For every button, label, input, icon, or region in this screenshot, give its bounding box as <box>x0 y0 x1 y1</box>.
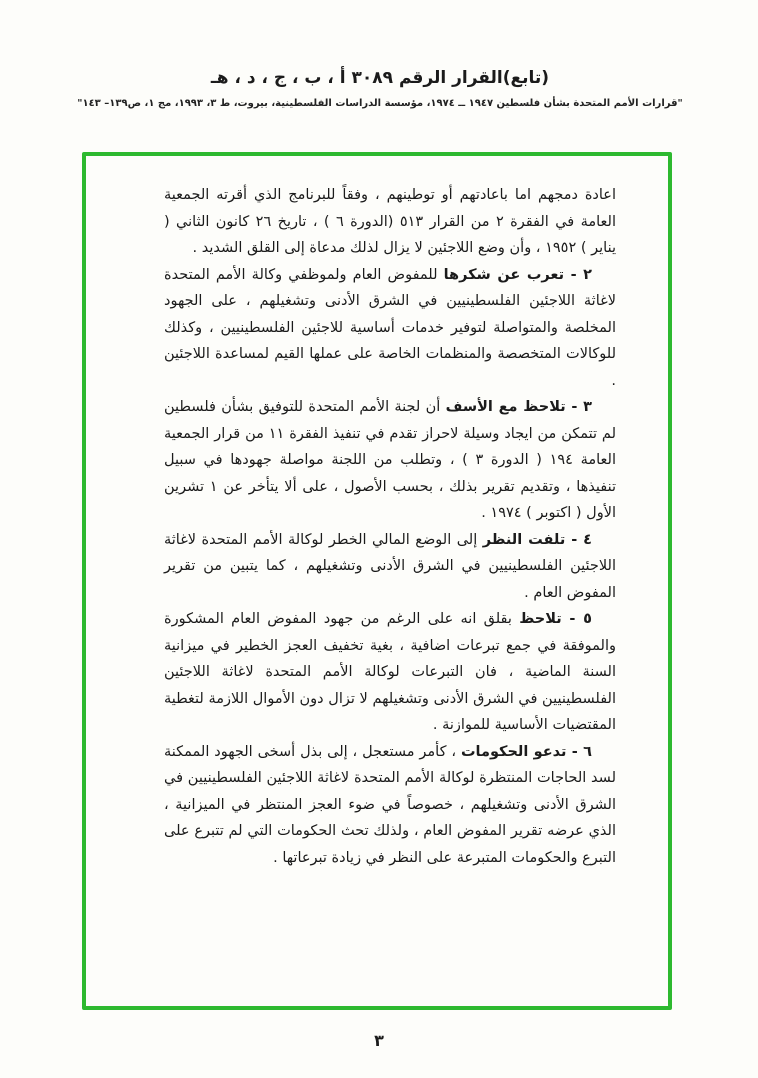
resolution-title: (تابع)القرار الرقم ٣٠٨٩ أ ، ب ، ج ، د ، هـ <box>210 68 550 88</box>
paragraph-text: اعادة دمجهم اما باعادتهم أو توطينهم ، وفقاً للبرنامج الذي أقرته الجمعية العامة في الفقرة ٢ من القرار ٥١٣ (الدورة ٦ ) ، تاريخ ٢٦ كانون الثاني ( يناير ) ١٩٥٢ ، وأن وضع اللاجئين لا يزال لذلك مدعاة إلى القلق الشديد . <box>164 187 616 256</box>
paragraph-3 <box>164 394 616 527</box>
paragraph-2 <box>164 262 616 395</box>
page-number: ٣ <box>374 1031 384 1050</box>
paragraph-number: ٦ - <box>566 743 593 760</box>
paragraph-text: للمفوض العام ولموظفي وكالة الأمم المتحدة لاغاثة اللاجئين الفلسطينيين في الشرق الأدنى وتشغيلهم ، على الجهود المخلصة والمتواصلة لتوفير خدمات أساسية للاجئين الفلسطينيين ، وكذلك للوكالات المتخصصة والمنظمات الخاصة على عملها القيم لمساعدة اللاجئين . <box>164 266 616 389</box>
paragraph-number: ٣ - <box>565 399 592 415</box>
paragraph-text: ، كأمر مستعجل ، إلى بذل أسخى الجهود الممكنة لسد الحاجات المنتظرة لوكالة الأمم المتحدة لاغاثة اللاجئين الفلسطينيين في الشرق الأدنى وتشغيلهم ، خصوصاً في ضوء العجز المنتظر في الميزانية ، الذي عرضه تقرير المفوض العام ، ولذلك تحث الحكومات التي لم تتبرع على التبرع والحكومات المتبرعة على النظر في زيادة تبرعاتها . <box>164 743 616 866</box>
paragraph-number: ٢ - <box>564 266 592 283</box>
paragraph-lead: تدعو الحكومات <box>460 743 567 760</box>
paragraph-lead: تعرب عن شكرها <box>443 266 565 283</box>
highlight-box <box>82 152 672 1010</box>
paragraph-4 <box>164 527 616 607</box>
paragraph-6 <box>164 739 616 872</box>
paragraph-5 <box>164 606 616 739</box>
paragraph-number: ٤ - <box>565 531 592 548</box>
paragraph-lead: تلاحظ مع الأسف <box>445 399 566 415</box>
citation-line: "قرارات الأمم المتحدة بشأن فلسطين ١٩٤٧ ــ ١٩٧٤، مؤسسة الدراسات الفلسطينية، بيروت، ط ٣، ١٩٩٣، مج ١، ص١٣٩– ١٤٣" <box>77 98 683 109</box>
paragraph-text: إلى الوضع المالي الخطر لوكالة الأمم المتحدة لاغاثة اللاجئين الفلسطينيين في الشرق الأدنى وتشغيلهم ، كما يتبين من تقرير المفوض العام . <box>164 531 616 601</box>
paragraph-lead: تلاحظ <box>519 611 562 627</box>
resolution-text-block <box>164 182 616 871</box>
paragraph-continuation <box>164 182 616 262</box>
paragraph-text: أن لجنة الأمم المتحدة للتوفيق بشأن فلسطين لم تتمكن من ايجاد وسيلة لاحراز تقدم في تنفيذ الفقرة ١١ من قرار الجمعية العامة ١٩٤ ( الدورة ٣ ) ، وتطلب من اللجنة مواصلة جهودها في سبيل تنفيذها ، وتقديم تقرير بذلك ، بحسب الأصول ، على ألا يتأخر عن ١ تشرين الأول ( اكتوبر ) ١٩٧٤ . <box>164 399 616 521</box>
page-header <box>75 68 685 109</box>
paragraph-lead: تلفت النظر <box>482 531 566 548</box>
paragraph-text: بقلق انه على الرغم من جهود المفوض العام المشكورة والموفقة في جمع تبرعات اضافية ، بغية تخفيف العجز الخطير في ميزانية السنة الماضية ، فان التبرعات لوكالة الأمم المتحدة لاغاثة اللاجئين الفلسطينيين في الشرق الأدنى وتشغيلهم لا تزال دون الأموال اللازمة لتغطية المقتضيات الأساسية للموازنة . <box>164 611 616 733</box>
paragraph-number: ٥ - <box>561 611 592 627</box>
